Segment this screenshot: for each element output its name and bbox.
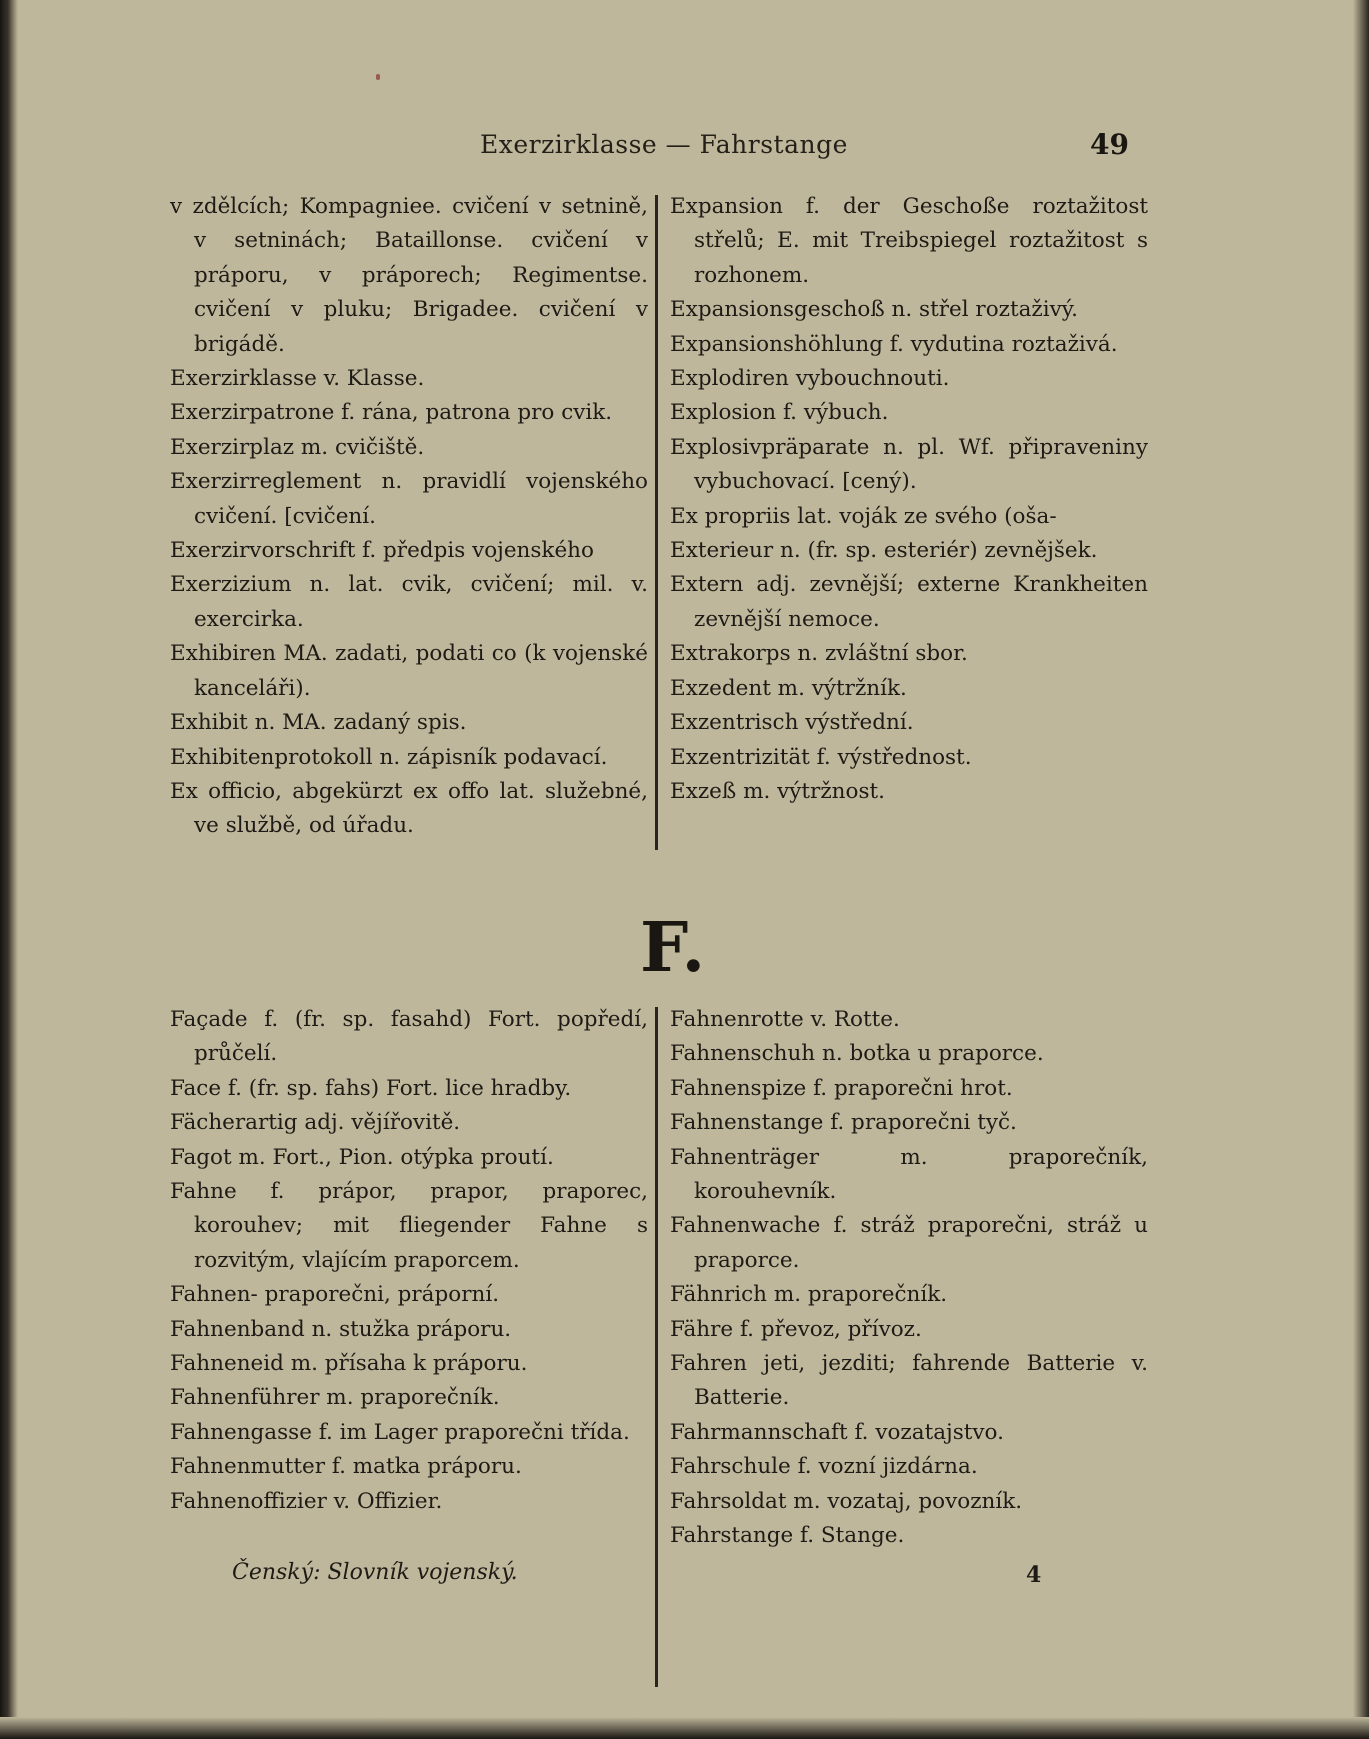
- entry: Explosion f. výbuch.: [670, 400, 889, 426]
- column-left-top: [170, 190, 648, 844]
- running-head: Exerzirklasse — Fahrstange: [480, 130, 848, 159]
- page-edge-shadow: [1353, 0, 1369, 1739]
- entry: Fahneneid m. přísaha k práporu.: [170, 1351, 528, 1377]
- entry: Fahrsoldat m. vozataj, povozník.: [670, 1488, 1023, 1514]
- entry: Fahnenspize f. praporečni hrot.: [670, 1075, 1013, 1101]
- entry: Fächerartig adj. vějířovitě.: [170, 1110, 461, 1136]
- ink-speck: [376, 74, 380, 80]
- column-divider: [655, 1007, 658, 1687]
- entry: Exerzirklasse v. Klasse.: [170, 366, 425, 392]
- entry: Expansionshöhlung f. vydutina roztaživá.: [670, 331, 1118, 357]
- entry: Explosivpräparate n. pl. Wf. připraveniny vybuchovací. [cený).: [670, 434, 1148, 495]
- book-binding: [0, 0, 18, 1739]
- entry: v zdělcích; Kompagniee. cvičení v setnině, v setninách; Bataillonse. cvičení v práporu, v práporech; Regimentse. cvičení v pluku; Brigadee. cvičení v brigádě.: [170, 194, 648, 357]
- entry: Fähre f. převoz, přívoz.: [670, 1316, 922, 1342]
- page-number: 49: [1090, 128, 1129, 161]
- entry: Fahne f. prápor, prapor, praporec, korouhev; mit fliegender Fahne s rozvitým, vlajícím praporcem.: [170, 1179, 648, 1273]
- entry: Exerzizium n. lat. cvik, cvičení; mil. v. exercirka.: [170, 572, 648, 632]
- entry: Exzeß m. výtržnost.: [670, 778, 885, 804]
- section-letter: F.: [640, 908, 706, 988]
- entry: Fahrstange f. Stange.: [670, 1523, 905, 1549]
- entry: Exzentrizität f. výstřednost.: [670, 744, 972, 770]
- column-left-bottom: [170, 1003, 648, 1519]
- entry: Fahren jeti, jezditi; fahrende Batterie v. Batterie.: [670, 1351, 1148, 1411]
- entry: Façade f. (fr. sp. fasahd) Fort. popředí, průčelí.: [170, 1007, 648, 1067]
- entry: Fahnenschuh n. botka u praporce.: [670, 1041, 1044, 1067]
- entry: Exhibit n. MA. zadaný spis.: [170, 710, 467, 736]
- entry: Fahnenrotte v. Rotte.: [670, 1007, 900, 1032]
- entry: Fahnenmutter f. matka práporu.: [170, 1454, 522, 1480]
- entry: Fahnengasse f. im Lager praporečni třída.: [170, 1419, 630, 1445]
- entry: Exhibitenprotokoll n. zápisník podavací.: [170, 744, 608, 770]
- entry: Fähnrich m. praporečník.: [670, 1282, 948, 1308]
- page-bottom-shadow: [0, 1717, 1369, 1739]
- entry: Exzentrisch výstřední.: [670, 710, 914, 736]
- entry: Exterieur n. (fr. sp. esteriér) zevnějšek.: [670, 538, 1098, 564]
- entry: Ex propriis lat. voják ze svého (oša-: [670, 503, 1057, 529]
- entry: Fahnenstange f. praporečni tyč.: [670, 1110, 1017, 1136]
- entry: Exzedent m. výtržník.: [670, 675, 907, 701]
- entry: Fahrschule f. vozní jizdárna.: [670, 1454, 978, 1480]
- entry: Exhibiren MA. zadati, podati co (k vojenské kanceláři).: [170, 641, 648, 701]
- signature-mark: 4: [1026, 1562, 1042, 1588]
- entry: Face f. (fr. sp. fahs) Fort. lice hradby.: [170, 1075, 572, 1101]
- entry: Exerzirpatrone f. rána, patrona pro cvik.: [170, 400, 613, 426]
- entry: Exerzirreglement n. pravidlí vojenského cvičení. [cvičení.: [170, 469, 648, 529]
- column-right-bottom: [670, 1003, 1148, 1554]
- entry: Expansionsgeschoß n. střel roztaživý.: [670, 297, 1078, 323]
- entry: Fahrmannschaft f. vozatajstvo.: [670, 1419, 1004, 1445]
- entry: Extrakorps n. zvláštní sbor.: [670, 641, 968, 667]
- entry: Fahnenoffizier v. Offizier.: [170, 1488, 443, 1514]
- entry: Ex officio, abgekürzt ex offo lat. služebné, ve službě, od úřadu.: [170, 778, 648, 839]
- entry: Fahnenträger m. praporečník, korouhevník.: [670, 1144, 1148, 1205]
- entry: Exerzirvorschrift f. předpis vojenského: [170, 538, 594, 564]
- entry: Expansion f. der Geschoße roztažitost střelů; E. mit Treibspiegel roztažitost s rozhonem.: [670, 194, 1148, 288]
- entry: Fahnen- praporečni, práporní.: [170, 1282, 500, 1308]
- column-right-top: [670, 190, 1148, 809]
- entry: Fagot m. Fort., Pion. otýpka proutí.: [170, 1144, 554, 1170]
- entry: Exerzirplaz m. cvičiště.: [170, 434, 425, 460]
- column-divider: [655, 195, 658, 850]
- entry: Explodiren vybouchnouti.: [670, 366, 950, 392]
- entry: Extern adj. zevnější; externe Krankheiten zevnější nemoce.: [670, 572, 1148, 632]
- entry: Fahnenband n. stužka práporu.: [170, 1316, 512, 1342]
- entry: Fahnenwache f. stráž praporečni, stráž u praporce.: [670, 1213, 1148, 1273]
- footer-source: Čenský: Slovník vojenský.: [232, 1560, 518, 1585]
- entry: Fahnenführer m. praporečník.: [170, 1385, 500, 1411]
